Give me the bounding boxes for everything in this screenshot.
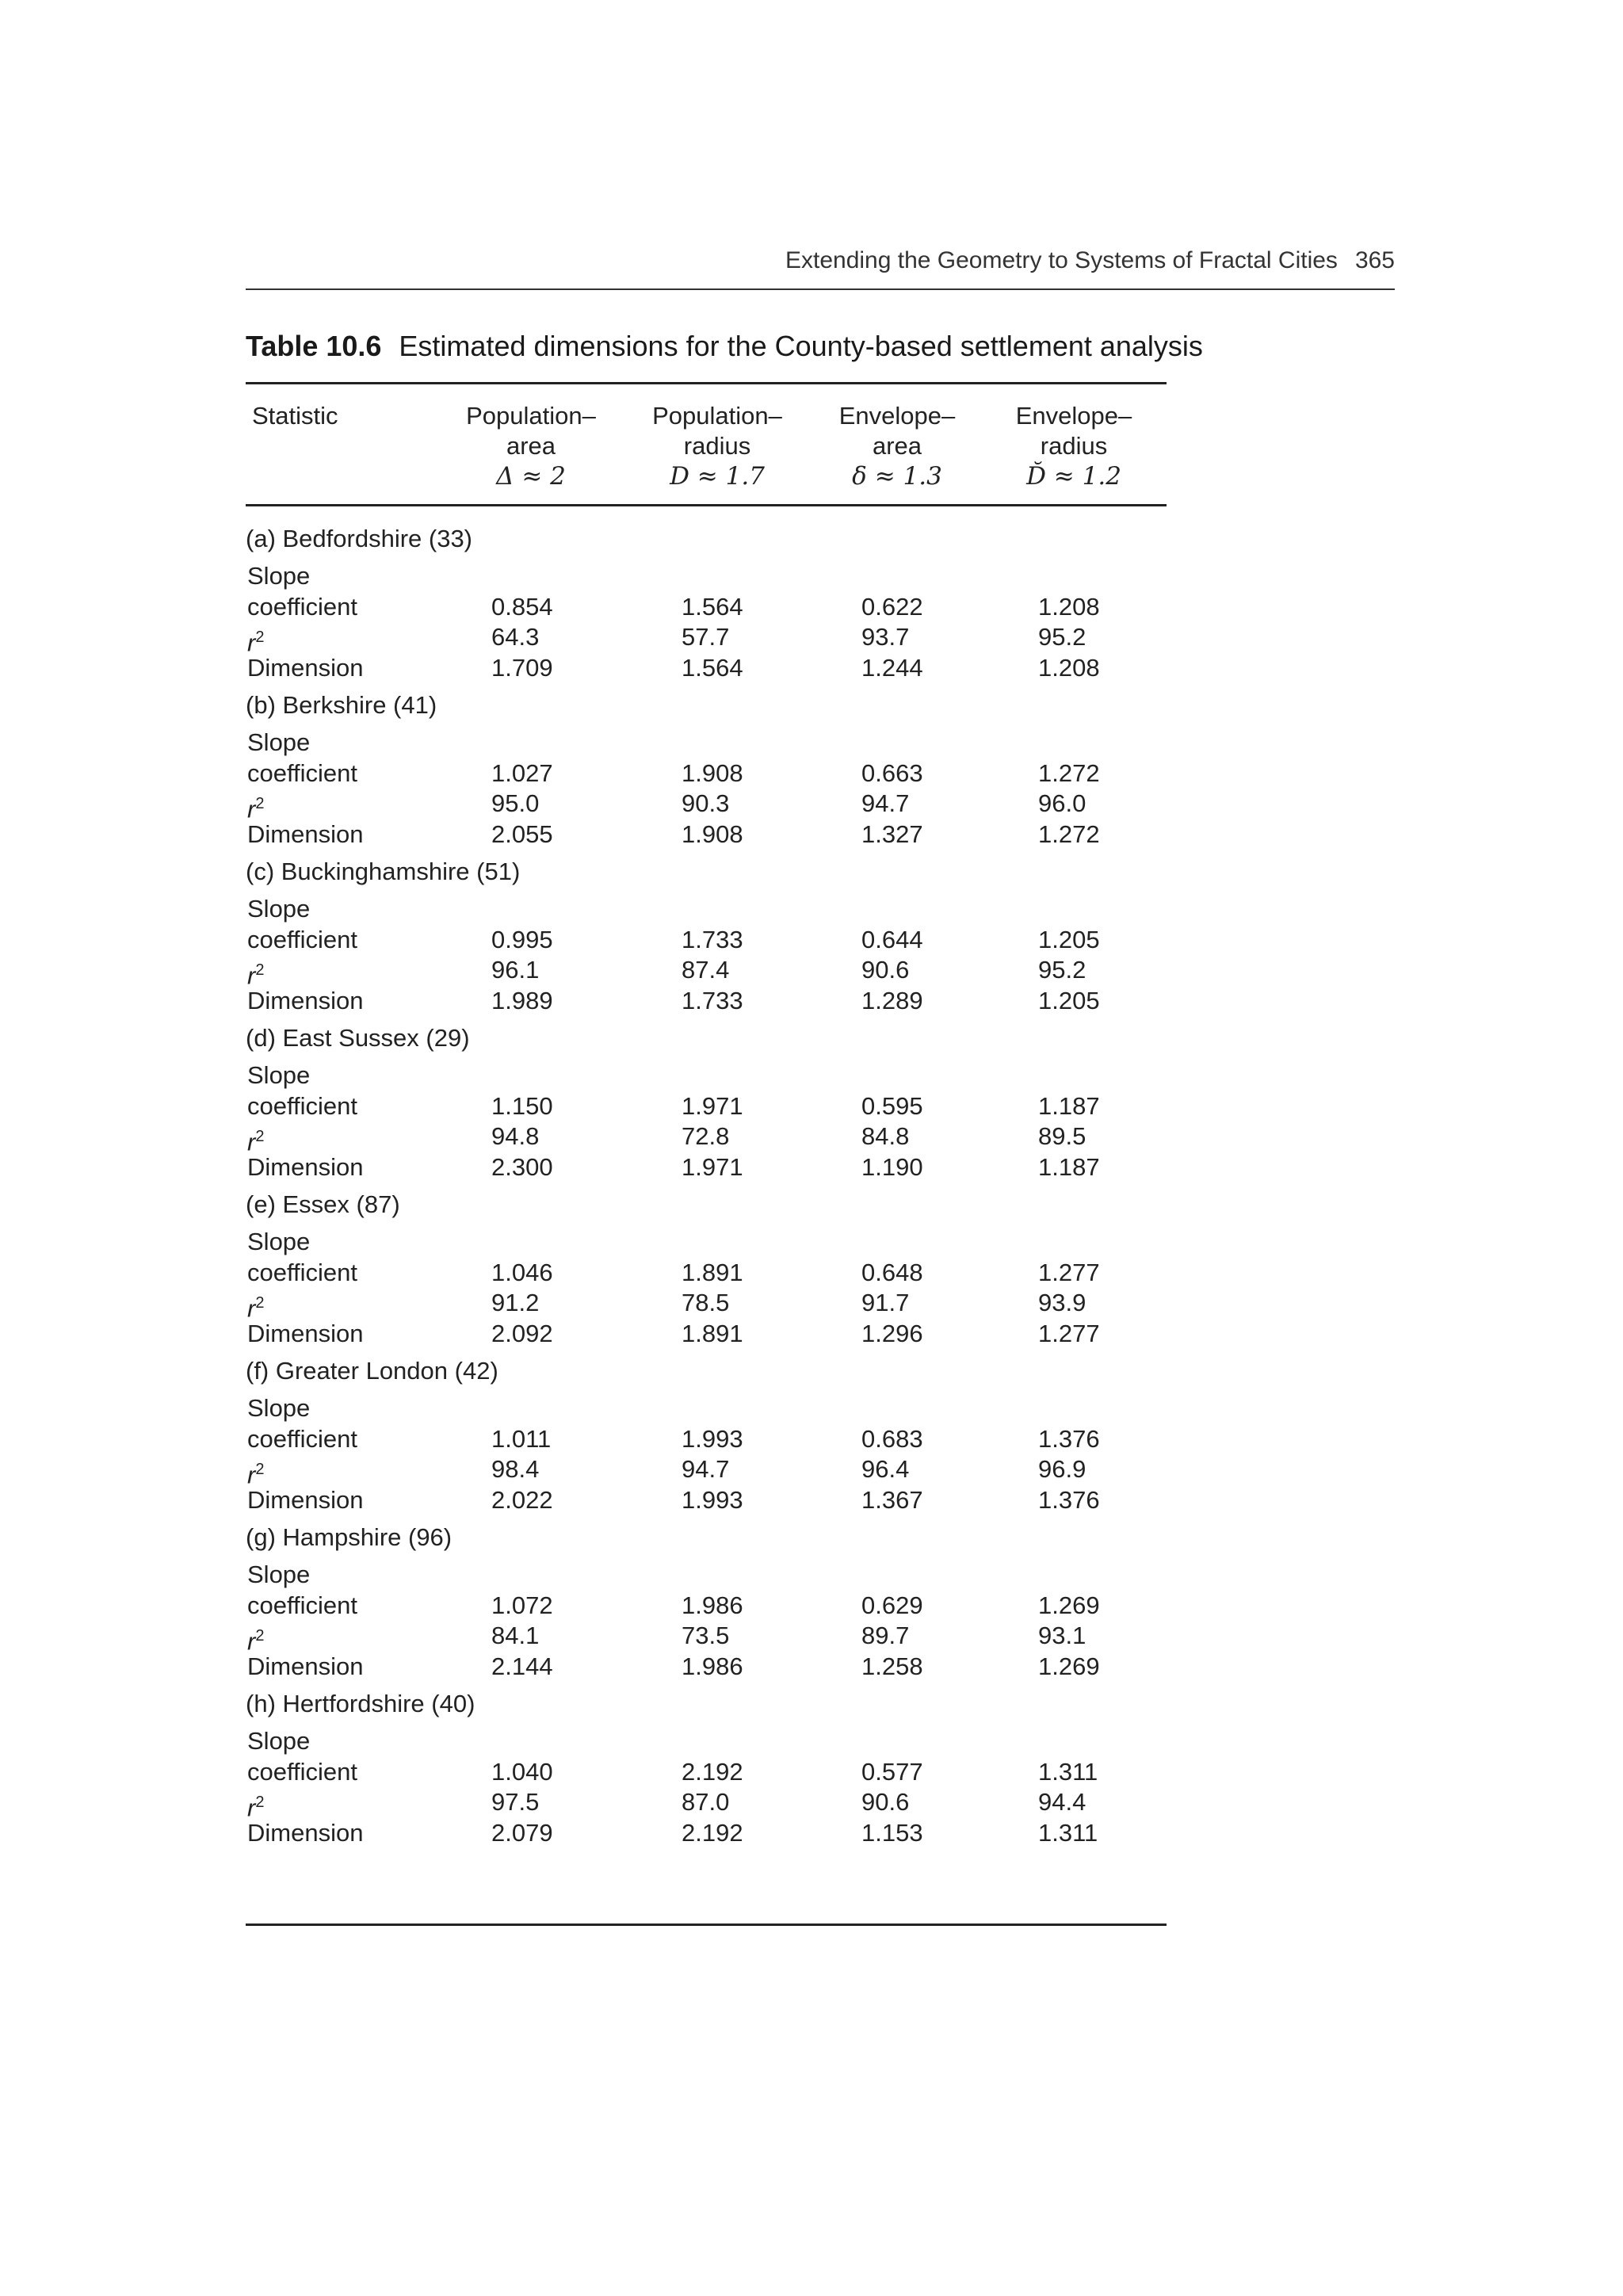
county-section xyxy=(246,1682,1167,1848)
slope-value: 1.011 xyxy=(491,1424,552,1453)
row-label-slope: Slope xyxy=(247,562,311,590)
slope-value: 1.891 xyxy=(682,1258,743,1286)
table-row xyxy=(246,1258,1167,1289)
slope-value: 1.208 xyxy=(1038,592,1100,621)
row-label-slope: Slope xyxy=(247,1561,311,1588)
row-label-coefficient: coefficient xyxy=(247,1591,358,1619)
r-superscript: 2 xyxy=(255,1794,265,1811)
r-superscript: 2 xyxy=(255,961,265,979)
slope-value: 1.072 xyxy=(491,1591,553,1619)
r-squared-value: 94.7 xyxy=(861,789,910,817)
r-superscript: 2 xyxy=(255,1294,265,1312)
r-squared-value: 95.2 xyxy=(1038,623,1086,651)
r-squared-value: 78.5 xyxy=(682,1289,730,1316)
r-symbol: r xyxy=(247,1128,256,1156)
table-row xyxy=(246,894,1167,925)
slope-value: 1.733 xyxy=(682,925,743,953)
r-squared-value: 93.7 xyxy=(861,623,910,651)
r-superscript: 2 xyxy=(255,1461,265,1478)
r-symbol: r xyxy=(247,961,256,990)
county-section xyxy=(246,1182,1167,1349)
running-head xyxy=(246,247,1395,274)
r-squared-value: 87.4 xyxy=(682,956,730,984)
table-row xyxy=(246,1319,1167,1350)
county-title: (a) Bedfordshire (33) xyxy=(246,525,473,552)
row-label-coefficient: coefficient xyxy=(247,925,358,953)
slope-value: 0.683 xyxy=(861,1424,923,1453)
slope-value: 1.564 xyxy=(682,592,743,621)
row-label-dimension: Dimension xyxy=(247,819,364,848)
county-title: (f) Greater London (42) xyxy=(246,1357,498,1385)
r-squared-value: 97.5 xyxy=(491,1788,540,1816)
dimension-value: 1.993 xyxy=(682,1485,743,1514)
r-symbol: r xyxy=(247,1794,256,1822)
slope-value: 0.995 xyxy=(491,925,553,953)
row-label-slope: Slope xyxy=(247,728,311,756)
dimension-value: 2.092 xyxy=(491,1319,553,1347)
column-header-population-area: Population– area Δ ≈ 2 xyxy=(466,402,596,491)
row-label-dimension: Dimension xyxy=(247,1818,364,1847)
page-number: 365 xyxy=(1354,247,1395,273)
county-title: (c) Buckinghamshire (51) xyxy=(246,858,521,885)
r-squared-value: 93.1 xyxy=(1038,1622,1086,1649)
county-title: (h) Hertfordshire (40) xyxy=(246,1690,475,1717)
row-label-slope: Slope xyxy=(247,1727,311,1755)
column-header-statistic: Statistic xyxy=(252,402,338,430)
r-squared-value: 95.2 xyxy=(1038,956,1086,984)
dimension-value: 1.564 xyxy=(682,653,743,682)
r-superscript: 2 xyxy=(255,628,265,646)
dimension-value: 2.055 xyxy=(491,819,553,848)
table-row xyxy=(246,1393,1167,1424)
slope-value: 1.150 xyxy=(491,1091,553,1120)
r-squared-value: 91.7 xyxy=(861,1289,910,1316)
table-row xyxy=(246,1818,1167,1849)
slope-value: 0.663 xyxy=(861,758,923,787)
slope-value: 1.376 xyxy=(1038,1424,1100,1453)
r-symbol: r xyxy=(247,628,256,657)
table-row xyxy=(246,561,1167,592)
r-squared-value: 94.7 xyxy=(682,1455,730,1483)
r-squared-value: 87.0 xyxy=(682,1788,730,1816)
dimension-value: 1.296 xyxy=(861,1319,923,1347)
slope-value: 0.622 xyxy=(861,592,923,621)
county-section xyxy=(246,1515,1167,1682)
row-label-coefficient: coefficient xyxy=(247,1091,358,1120)
table-row xyxy=(246,1152,1167,1183)
county-title: (d) East Sussex (29) xyxy=(246,1024,470,1052)
county-section xyxy=(246,517,1167,683)
r-squared-value: 90.6 xyxy=(861,1788,910,1816)
table-row xyxy=(246,1726,1167,1757)
table-row xyxy=(246,1757,1167,1788)
slope-value: 1.311 xyxy=(1038,1757,1098,1786)
dimension-value: 1.187 xyxy=(1038,1152,1100,1181)
dimension-value: 1.269 xyxy=(1038,1652,1100,1680)
dimension-value: 1.376 xyxy=(1038,1485,1100,1514)
dimension-value: 1.258 xyxy=(861,1652,923,1680)
row-label-dimension: Dimension xyxy=(247,1319,364,1347)
slope-value: 0.648 xyxy=(861,1258,923,1286)
table-row xyxy=(246,1424,1167,1455)
column-header-envelope-area: Envelope– area δ ≈ 1.3 xyxy=(838,402,956,491)
slope-value: 1.971 xyxy=(682,1091,743,1120)
dimension-value: 1.709 xyxy=(491,653,553,682)
slope-value: 1.046 xyxy=(491,1258,553,1286)
county-title: (e) Essex (87) xyxy=(246,1190,400,1218)
slope-value: 0.629 xyxy=(861,1591,923,1619)
r-superscript: 2 xyxy=(255,1627,265,1645)
r-squared-value: 64.3 xyxy=(491,623,540,651)
dimension-value: 2.144 xyxy=(491,1652,553,1680)
table-row xyxy=(246,653,1167,684)
table-row xyxy=(246,1121,1167,1156)
row-label-coefficient: coefficient xyxy=(247,758,358,787)
table-row xyxy=(246,1560,1167,1591)
dimension-value: 1.289 xyxy=(861,986,923,1014)
table-row xyxy=(246,1652,1167,1683)
slope-value: 1.986 xyxy=(682,1591,743,1619)
table-row xyxy=(246,1227,1167,1258)
dimension-value: 2.079 xyxy=(491,1818,553,1847)
row-label-dimension: Dimension xyxy=(247,986,364,1014)
county-title: (g) Hampshire (96) xyxy=(246,1523,453,1551)
table-body xyxy=(246,517,1167,1848)
slope-value: 1.040 xyxy=(491,1757,553,1786)
r-squared-value: 73.5 xyxy=(682,1622,730,1649)
slope-value: 0.577 xyxy=(861,1757,923,1786)
county-title: (b) Berkshire (41) xyxy=(246,691,437,719)
table-top-rule xyxy=(246,382,1167,384)
dimension-value: 1.277 xyxy=(1038,1319,1100,1347)
table-bottom-rule xyxy=(246,1924,1167,1926)
slope-value: 2.192 xyxy=(682,1757,743,1786)
r-squared-value: 96.4 xyxy=(861,1455,910,1483)
r-symbol: r xyxy=(247,1627,256,1656)
row-label-coefficient: coefficient xyxy=(247,592,358,621)
r-squared-value: 94.8 xyxy=(491,1122,540,1150)
county-section xyxy=(246,683,1167,850)
county-section xyxy=(246,1016,1167,1182)
row-label-dimension: Dimension xyxy=(247,1485,364,1514)
table-row xyxy=(246,622,1167,657)
dimension-value: 2.022 xyxy=(491,1485,553,1514)
slope-value: 1.272 xyxy=(1038,758,1100,787)
dimension-value: 1.908 xyxy=(682,819,743,848)
dimension-value: 1.153 xyxy=(861,1818,923,1847)
dimension-value: 1.244 xyxy=(861,653,923,682)
r-superscript: 2 xyxy=(255,795,265,812)
r-squared-value: 91.2 xyxy=(491,1289,540,1316)
r-symbol: r xyxy=(247,795,256,823)
r-squared-value: 90.3 xyxy=(682,789,730,817)
r-squared-value: 96.9 xyxy=(1038,1455,1086,1483)
slope-value: 0.595 xyxy=(861,1091,923,1120)
r-squared-value: 89.5 xyxy=(1038,1122,1086,1150)
table-title: Estimated dimensions for the County-based settlement analysis xyxy=(399,330,1203,362)
r-squared-value: 84.8 xyxy=(861,1122,910,1150)
r-squared-value: 96.1 xyxy=(491,956,540,984)
r-squared-value: 98.4 xyxy=(491,1455,540,1483)
slope-value: 1.269 xyxy=(1038,1591,1100,1619)
row-label-dimension: Dimension xyxy=(247,1152,364,1181)
table-caption xyxy=(246,330,1203,363)
table-row xyxy=(246,789,1167,823)
row-label-slope: Slope xyxy=(247,1061,311,1089)
r-squared-value: 89.7 xyxy=(861,1622,910,1649)
r-squared-value: 95.0 xyxy=(491,789,540,817)
dimension-value: 1.733 xyxy=(682,986,743,1014)
row-label-coefficient: coefficient xyxy=(247,1258,358,1286)
dimension-value: 1.989 xyxy=(491,986,553,1014)
dimension-value: 1.272 xyxy=(1038,819,1100,848)
row-label-slope: Slope xyxy=(247,1394,311,1422)
r-squared-value: 84.1 xyxy=(491,1622,540,1649)
table-row xyxy=(246,986,1167,1017)
dimension-value: 1.208 xyxy=(1038,653,1100,682)
r-superscript: 2 xyxy=(255,1128,265,1145)
running-head-rule xyxy=(246,288,1395,290)
table-label: Table 10.6 xyxy=(246,330,382,362)
table-row xyxy=(246,758,1167,789)
row-label-dimension: Dimension xyxy=(247,653,364,682)
table-row xyxy=(246,1060,1167,1091)
r-squared-value: 96.0 xyxy=(1038,789,1086,817)
table-row xyxy=(246,592,1167,623)
county-section xyxy=(246,1349,1167,1515)
table-row xyxy=(246,1485,1167,1516)
dimension-value: 2.192 xyxy=(682,1818,743,1847)
table-row xyxy=(246,1787,1167,1822)
running-head-title: Extending the Geometry to Systems of Fractal Cities xyxy=(785,247,1338,273)
row-label-slope: Slope xyxy=(247,1228,311,1255)
r-squared-value: 57.7 xyxy=(682,623,730,651)
dimension-value: 1.327 xyxy=(861,819,923,848)
column-header-envelope-radius: Envelope– radius D̆ ≈ 1.2 xyxy=(1015,402,1132,491)
r-squared-value: 90.6 xyxy=(861,956,910,984)
table-row xyxy=(246,1091,1167,1122)
dimension-value: 2.300 xyxy=(491,1152,553,1181)
r-symbol: r xyxy=(247,1461,256,1489)
dimension-value: 1.891 xyxy=(682,1319,743,1347)
row-label-coefficient: coefficient xyxy=(247,1757,358,1786)
dimension-value: 1.971 xyxy=(682,1152,743,1181)
slope-value: 1.027 xyxy=(491,758,553,787)
slope-value: 0.644 xyxy=(861,925,923,953)
row-label-slope: Slope xyxy=(247,895,311,923)
slope-value: 1.993 xyxy=(682,1424,743,1453)
slope-value: 1.205 xyxy=(1038,925,1100,953)
county-section xyxy=(246,850,1167,1016)
table-row xyxy=(246,1454,1167,1489)
r-squared-value: 72.8 xyxy=(682,1122,730,1150)
r-squared-value: 93.9 xyxy=(1038,1289,1086,1316)
dimension-value: 1.205 xyxy=(1038,986,1100,1014)
slope-value: 1.277 xyxy=(1038,1258,1100,1286)
table-row xyxy=(246,728,1167,758)
r-symbol: r xyxy=(247,1294,256,1323)
column-header-population-radius: Population– radius D ≈ 1.7 xyxy=(652,402,782,491)
table-row xyxy=(246,1288,1167,1323)
table-row xyxy=(246,955,1167,990)
table-header-rule xyxy=(246,504,1167,506)
dimension-value: 1.367 xyxy=(861,1485,923,1514)
dimension-value: 1.190 xyxy=(861,1152,923,1181)
slope-value: 1.187 xyxy=(1038,1091,1100,1120)
row-label-dimension: Dimension xyxy=(247,1652,364,1680)
table-row xyxy=(246,1621,1167,1656)
slope-value: 1.908 xyxy=(682,758,743,787)
row-label-coefficient: coefficient xyxy=(247,1424,358,1453)
table-row xyxy=(246,1591,1167,1622)
dimension-value: 1.311 xyxy=(1038,1818,1098,1847)
r-squared-value: 94.4 xyxy=(1038,1788,1086,1816)
table-row xyxy=(246,925,1167,956)
table-row xyxy=(246,819,1167,850)
slope-value: 0.854 xyxy=(491,592,553,621)
dimension-value: 1.986 xyxy=(682,1652,743,1680)
